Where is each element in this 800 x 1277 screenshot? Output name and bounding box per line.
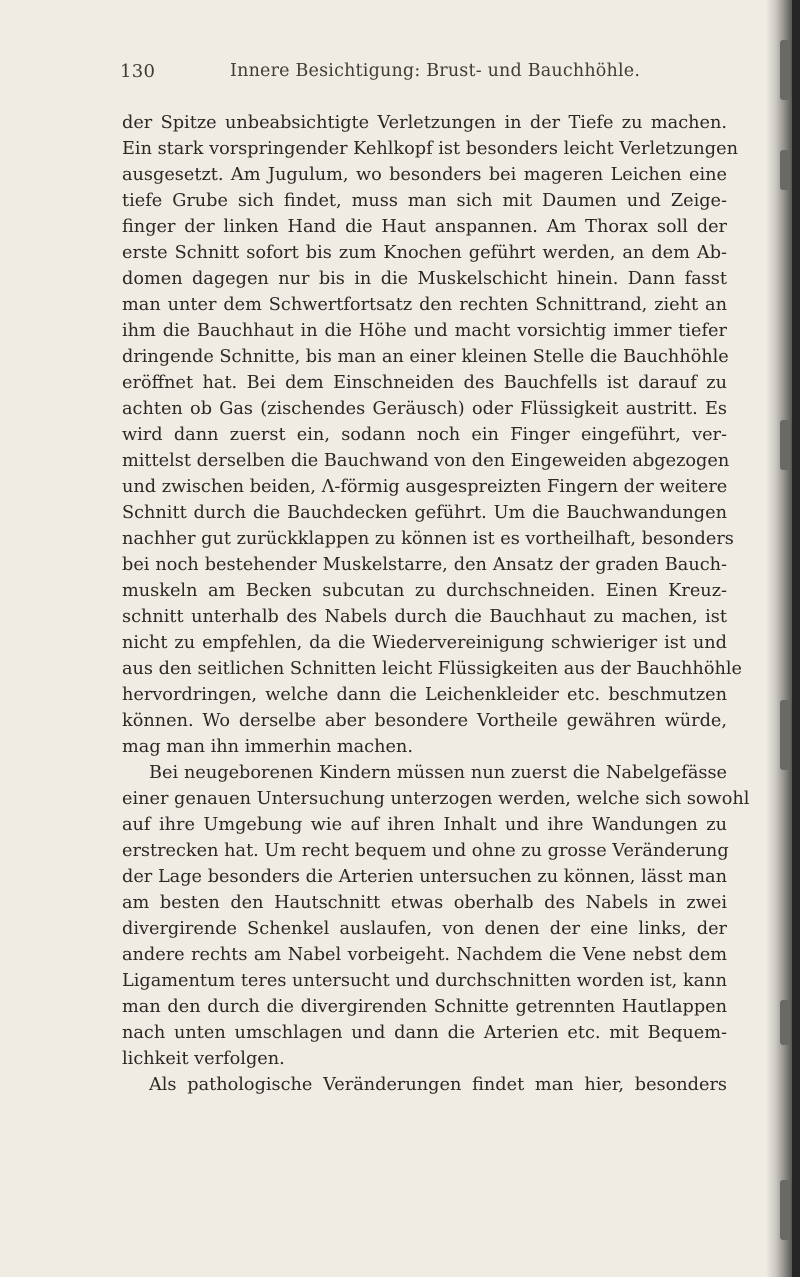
- text-line: ausgesetzt. Am Jugulum, wo besonders bei mageren Leichen eine: [122, 165, 727, 185]
- book-edge-mark: [780, 700, 790, 770]
- text-line: der Lage besonders die Arterien untersuchen zu können, lässt man: [122, 867, 727, 887]
- book-edge-mark: [780, 1180, 790, 1240]
- text-line: nachher gut zurückklappen zu können ist es vortheilhaft, besonders: [122, 529, 734, 549]
- text-line: man den durch die divergirenden Schnitte getrennten Hautlappen: [122, 997, 727, 1017]
- text-line: aus den seitlichen Schnitten leicht Flüssigkeiten aus der Bauchhöhle: [122, 659, 742, 679]
- book-edge-mark: [780, 40, 790, 100]
- text-line: hervordringen, welche dann die Leichenkleider etc. beschmutzen: [122, 685, 727, 705]
- text-line: ihm die Bauchhaut in die Höhe und macht vorsichtig immer tiefer: [122, 321, 727, 341]
- text-line: können. Wo derselbe aber besondere Vortheile gewähren würde,: [122, 711, 727, 731]
- text-line: tiefe Grube sich findet, muss man sich mit Daumen und Zeige-: [122, 191, 727, 211]
- text-line-paragraph-end: mag man ihn immerhin machen.: [122, 737, 413, 757]
- text-line: Ein stark vorspringender Kehlkopf ist besonders leicht Verletzungen: [122, 139, 738, 159]
- book-edge: [792, 0, 800, 1277]
- text-line: bei noch bestehender Muskelstarre, den Ansatz der graden Bauch-: [122, 555, 727, 575]
- text-line: der Spitze unbeabsichtigte Verletzungen in der Tiefe zu machen.: [122, 113, 727, 133]
- text-line-paragraph-start: Bei neugeborenen Kindern müssen nun zuerst die Nabelgefässe: [149, 763, 727, 783]
- text-line: erstrecken hat. Um recht bequem und ohne zu grosse Veränderung: [122, 841, 729, 861]
- text-line: mittelst derselben die Bauchwand von den Eingeweiden abgezogen: [122, 451, 730, 471]
- text-line: andere rechts am Nabel vorbeigeht. Nachdem die Vene nebst dem: [122, 945, 727, 965]
- text-line: achten ob Gas (zischendes Geräusch) oder Flüssigkeit austritt. Es: [122, 399, 727, 419]
- text-line-paragraph-start: Als pathologische Veränderungen findet man hier, besonders: [149, 1075, 727, 1095]
- book-edge-mark: [780, 420, 790, 470]
- running-head: Innere Besichtigung: Brust- und Bauchhöhle.: [230, 61, 641, 81]
- text-line: einer genauen Untersuchung unterzogen werden, welche sich sowohl: [122, 789, 750, 809]
- text-line: schnitt unterhalb des Nabels durch die Bauchhaut zu machen, ist: [122, 607, 727, 627]
- text-line: muskeln am Becken subcutan zu durchschneiden. Einen Kreuz-: [122, 581, 727, 601]
- text-line: am besten den Hautschnitt etwas oberhalb des Nabels in zwei: [122, 893, 727, 913]
- text-line: finger der linken Hand die Haut anspannen. Am Thorax soll der: [122, 217, 727, 237]
- text-line: Schnitt durch die Bauchdecken geführt. Um die Bauchwandungen: [122, 503, 727, 523]
- text-line: dringende Schnitte, bis man an einer kleinen Stelle die Bauchhöhle: [122, 347, 729, 367]
- body-text: [122, 110, 750, 1098]
- text-line: Ligamentum teres untersucht und durchschnitten worden ist, kann: [122, 971, 727, 991]
- book-edge-mark: [780, 150, 790, 190]
- text-line: nicht zu empfehlen, da die Wiedervereinigung schwieriger ist und: [122, 633, 727, 653]
- book-edge-mark: [780, 1000, 790, 1045]
- text-line: wird dann zuerst ein, sodann noch ein Finger eingeführt, ver-: [122, 425, 727, 445]
- page-number: 130: [120, 61, 156, 82]
- text-line: erste Schnitt sofort bis zum Knochen geführt werden, an dem Ab-: [122, 243, 727, 263]
- text-line: divergirende Schenkel auslaufen, von denen der eine links, der: [122, 919, 727, 939]
- text-line: auf ihre Umgebung wie auf ihren Inhalt und ihre Wandungen zu: [122, 815, 727, 835]
- text-line: nach unten umschlagen und dann die Arterien etc. mit Bequem-: [122, 1023, 727, 1043]
- text-line: eröffnet hat. Bei dem Einschneiden des Bauchfells ist darauf zu: [122, 373, 727, 393]
- text-line: domen dagegen nur bis in die Muskelschicht hinein. Dann fasst: [122, 269, 727, 289]
- page-header: [120, 61, 740, 87]
- text-line-paragraph-end: lichkeit verfolgen.: [122, 1049, 285, 1069]
- text-line: man unter dem Schwertfortsatz den rechten Schnittrand, zieht an: [122, 295, 727, 315]
- text-line: und zwischen beiden, Λ-förmig ausgespreizten Fingern der weitere: [122, 477, 728, 497]
